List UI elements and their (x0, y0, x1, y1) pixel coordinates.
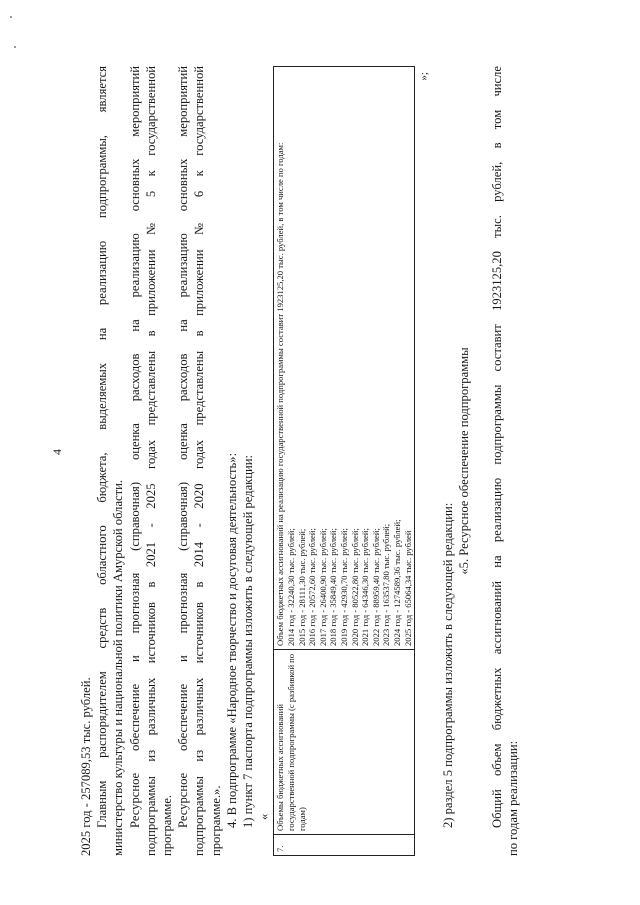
row-label-cell: Объемы бюджетных ассигнований государственной подпрограммы (с разбивкой по годам) (274, 650, 415, 835)
section-4-heading: 4. В подпрограмме «Народное творчество и досуговая деятельность»: (224, 452, 239, 828)
row-values-cell (274, 67, 415, 650)
year-value: 2024 год - 1274589,36 тыс. рублей; (391, 519, 402, 646)
year-value: 2014 год - 32240,30 тыс. рублей; (286, 528, 297, 646)
paragraph-resources-2014-line3: программе.». (208, 785, 223, 856)
document-body (78, 66, 521, 856)
scan-speck (10, 16, 12, 18)
total-budget-line1: Общий объем бюджетных ассигнований на реализацию подпрограммы составит 1923125,20 тыс. рублей, в том числе (489, 66, 504, 828)
passport-table (273, 66, 415, 856)
year-value: 2020 год - 80522,80 тыс. рублей; (349, 528, 360, 646)
total-budget-line2: по годам реализации: (505, 740, 520, 856)
section-5-heading: «5. Ресурсное обеспечение подпрограммы (457, 347, 472, 575)
item-2-text: 2) раздел 5 подпрограммы изложить в следующей редакции: (441, 502, 456, 828)
table-row (274, 67, 415, 856)
opening-quote: « (257, 813, 272, 820)
paragraph-2025-amount: 2025 год - 257089,53 тыс. рублей. (79, 677, 93, 856)
paragraph-resources-2021-line3: программе. (160, 794, 175, 856)
paragraph-chief-manager-line1: Главным распорядителем средств областного бюджета, выделяемых на реализацию подпрограммы, является (95, 66, 110, 828)
document-page (40, 22, 600, 882)
paragraph-chief-manager-line2: министерство культуры и национальной политики Амурской области. (111, 479, 126, 856)
year-value: 2017 год - 26400,90 тыс. рублей; (317, 528, 328, 646)
paragraph-resources-2014-line1: Ресурсное обеспечение и прогнозная (справочная) оценка расходов на реализацию основных мероприятий (176, 66, 191, 828)
year-value: 2021 год - 64346,30 тыс. рублей; (360, 528, 371, 646)
row-number-cell: 7. (274, 835, 415, 856)
year-value: 2015 год - 28111,30 тыс. рублей; (296, 528, 307, 646)
paragraph-resources-2021-line2: подпрограммы из различных источников в 2021 - 2025 годах представлены в приложении № 5 к государственной (143, 66, 158, 856)
year-value: 2025 год - 65064,34 тыс. рублей (402, 530, 413, 646)
paragraph-resources-2014-line2: подпрограммы из различных источников в 2014 - 2020 годах представлены в приложении № 6 к государственной (192, 66, 207, 856)
paragraph-resources-2021-line1: Ресурсное обеспечение и прогнозная (справочная) оценка расходов на реализацию основных мероприятий (127, 66, 142, 828)
closing-quote: »; (418, 72, 431, 81)
year-value: 2018 год - 35849,40 тыс. рублей; (328, 528, 339, 646)
year-value: 2022 год - 88959,40 тыс. рублей; (370, 528, 381, 646)
year-value: 2019 год - 42930,70 тыс. рублей; (339, 528, 349, 646)
item-1-text: 1) пункт 7 паспорта подпрограммы изложить в следующей редакции: (241, 454, 256, 828)
page-number: 4 (50, 449, 64, 455)
values-intro: Объем бюджетных ассигнований на реализацию государственной подпрограммы составит 1923125,20 тыс. рублей, в том числе по годам: (275, 142, 286, 646)
year-value: 2016 год - 20572,60 тыс. рублей; (307, 528, 318, 646)
year-value: 2023 год - 163537,80 тыс. рублей; (381, 523, 392, 646)
scan-speck (14, 46, 16, 48)
